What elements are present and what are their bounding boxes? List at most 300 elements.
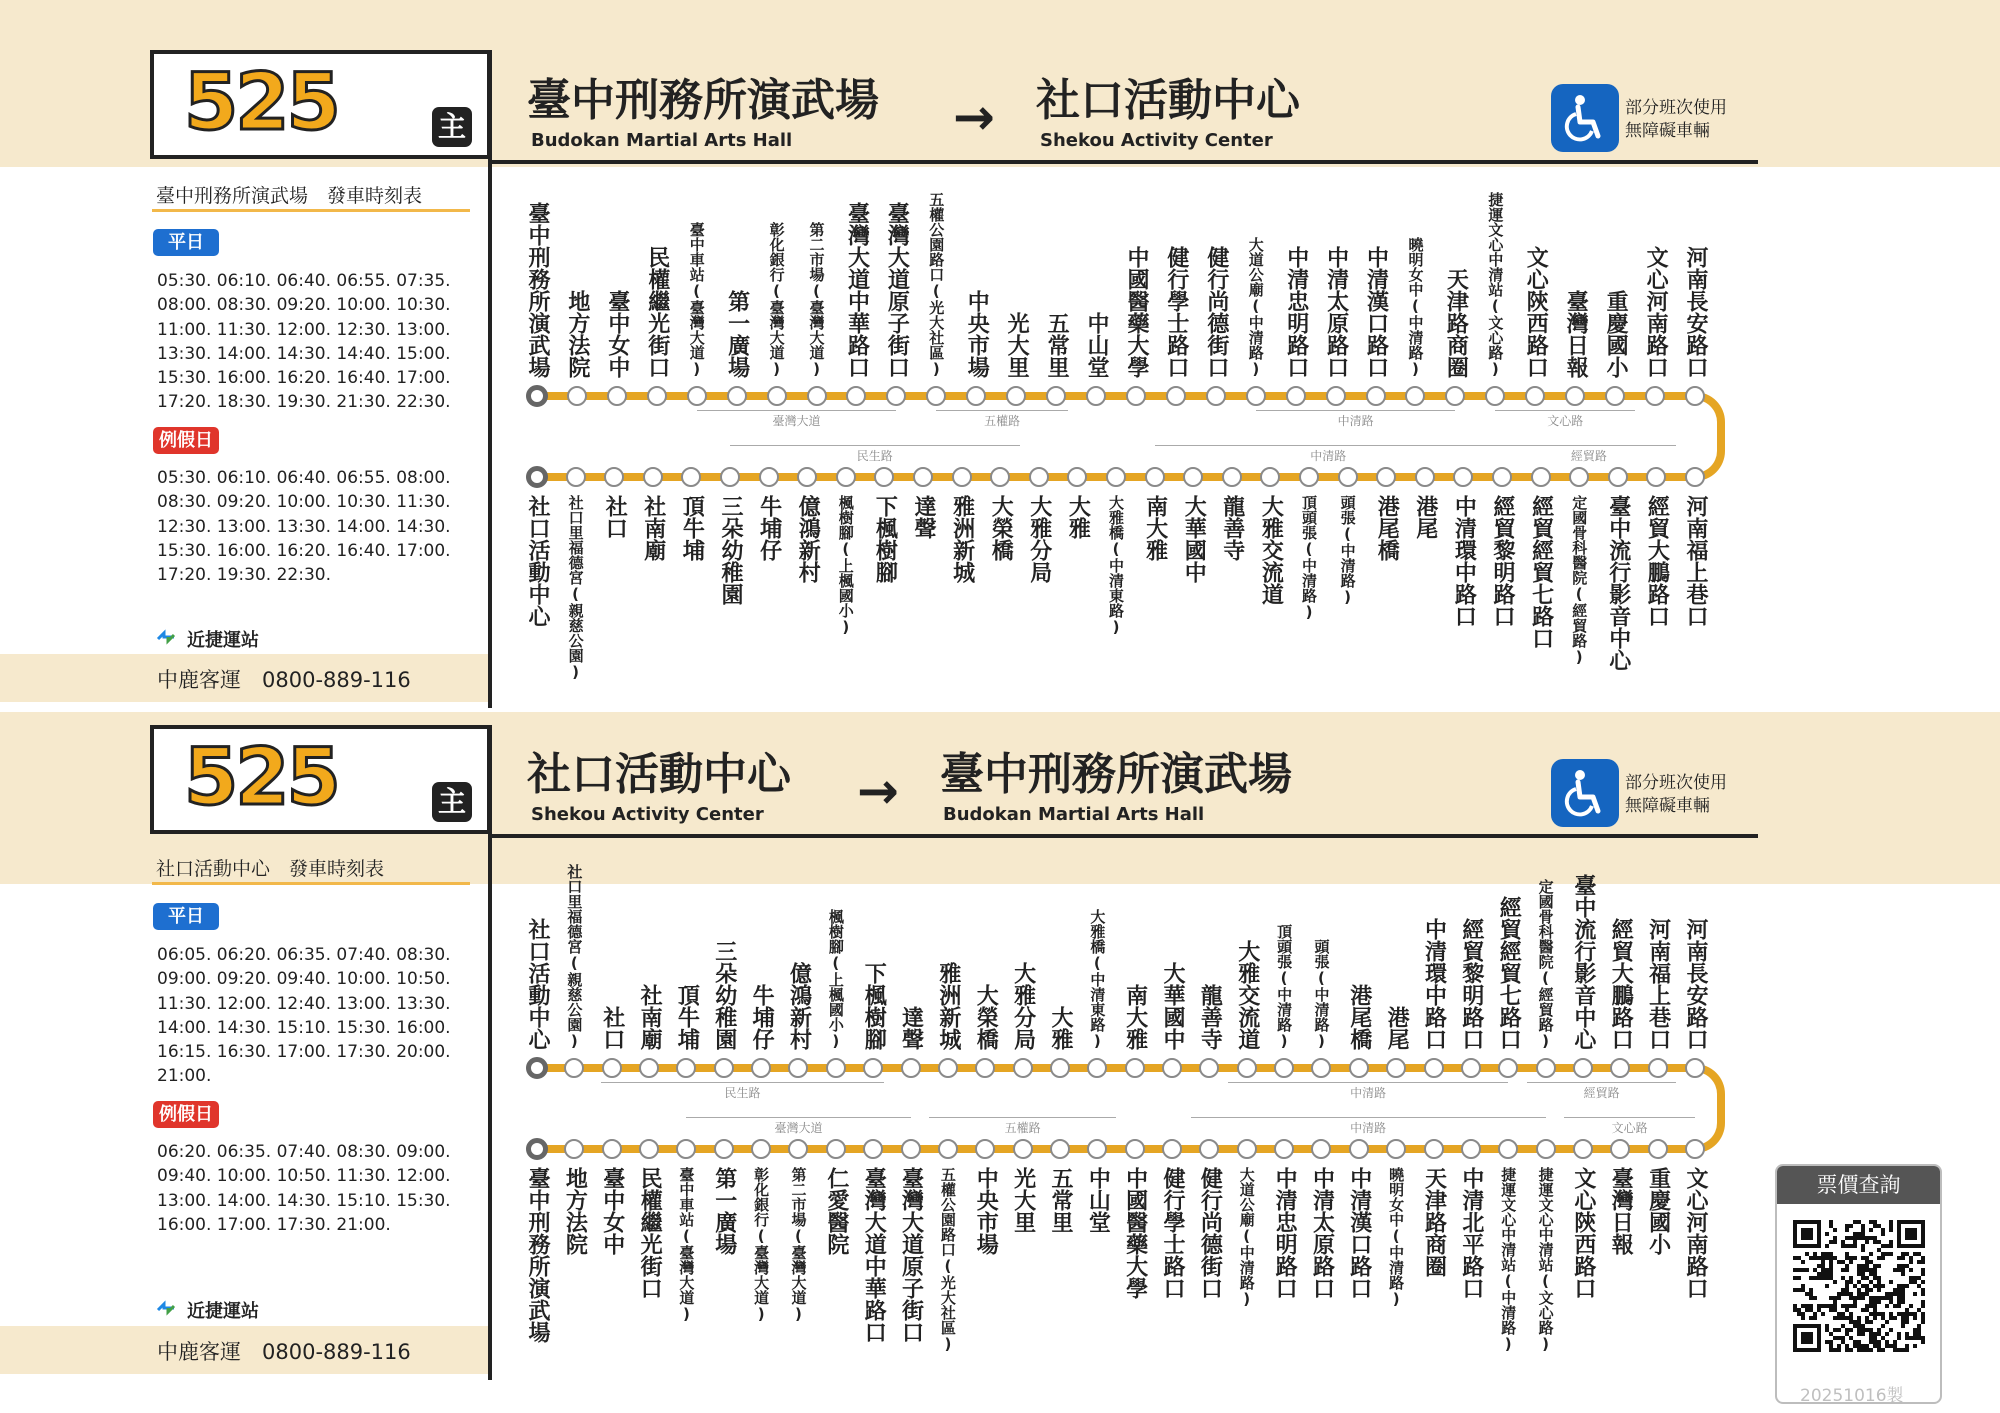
bottom-row-stop: 捷運文心中清站(文心路): [1536, 1167, 1555, 1353]
origin-title-en: Shekou Activity Center: [531, 804, 764, 825]
bottom-row-stop: 億鴻新村: [795, 495, 821, 583]
route-number-box: [150, 50, 491, 159]
road-span-line: [730, 445, 1020, 446]
accessibility-notice: [1551, 759, 1755, 829]
bottom-row-stop: 大雅橋(中清東路): [1107, 495, 1125, 636]
bottom-row-stop: 社口: [602, 495, 628, 539]
stop-marker: [1648, 1139, 1668, 1159]
bottom-row-stop: 文心河南路口: [1683, 1167, 1708, 1299]
stop-marker: [1087, 1139, 1107, 1159]
stop-marker: [720, 467, 740, 487]
stop-marker: [1531, 467, 1551, 487]
route-number-box: [150, 725, 491, 834]
top-row-stop: 社口里福德宮(親慈公園): [565, 864, 584, 1050]
bottom-row-stop: 臺中車站(臺灣大道): [677, 1167, 696, 1323]
stop-marker: [886, 386, 906, 406]
top-row-stop: 經貿經貿七路口: [1496, 896, 1522, 1050]
holiday-times: 06:20. 06:35. 07:40. 08:30. 09:00. 09:40. 10:00. 10:50. 11:30. 12:00. 13:00. 14:00. 14:30. 15:10. 15:30. 16:00. 17:00. 17:30. 21:00.: [157, 1142, 451, 1235]
bottom-row-stop: 經貿黎明路口: [1490, 495, 1515, 627]
stop-marker: [863, 1058, 883, 1078]
road-label: 臺灣大道: [774, 1121, 823, 1135]
stop-marker: [1525, 386, 1545, 406]
stop-marker: [1199, 1139, 1219, 1159]
stop-marker: [1610, 1139, 1630, 1159]
top-row-stop: 地方法院: [564, 290, 590, 378]
stop-marker: [1366, 386, 1386, 406]
destination-title-en: Shekou Activity Center: [1040, 130, 1273, 151]
top-row-stop: 臺中流行影音中心: [1570, 874, 1596, 1050]
stop-marker: [602, 1139, 622, 1159]
top-row-stop: 重慶國小: [1603, 290, 1629, 378]
road-label: 中清路: [1310, 449, 1347, 463]
operator-bar: [0, 654, 488, 702]
road-span-line: [686, 1117, 910, 1118]
stop-marker: [602, 1058, 622, 1078]
stop-marker: [788, 1058, 808, 1078]
bottom-row-stop: 下楓樹腳: [872, 495, 898, 583]
bottom-row-stop: 楓樹腳(上楓國小): [836, 495, 855, 636]
divider-vertical: [488, 50, 492, 708]
top-row-stop: 下楓樹腳: [861, 962, 887, 1050]
bottom-row-stop: 河南福上巷口: [1683, 495, 1708, 627]
destination-title: 社口活動中心: [1036, 75, 1300, 126]
stop-marker: [1286, 386, 1306, 406]
road-span-line: [929, 1117, 1116, 1118]
stop-marker: [526, 466, 548, 488]
stop-marker: [1536, 1058, 1556, 1078]
stop-marker: [874, 467, 894, 487]
top-row-stop: 大榮橋: [973, 984, 999, 1050]
bottom-row-stop: 社口里福德宮(親慈公園): [566, 495, 585, 681]
top-row-stop: 中央市場: [964, 290, 990, 378]
stop-marker: [526, 1057, 548, 1079]
top-row-stop: 大雅分局: [1010, 962, 1036, 1050]
bottom-row-stop: 臺灣日報: [1608, 1167, 1634, 1255]
stop-marker: [1311, 1058, 1331, 1078]
top-row-stop: 牛埔仔: [749, 984, 775, 1050]
weekday-times: 06:05. 06:20. 06:35. 07:40. 08:30. 09:00. 09:20. 09:40. 10:00. 10:50. 11:30. 12:00. 12:40. 13:00. 13:30. 14:00. 14:30. 15:10. 15:30. 16:00. 16:15. 16:30. 17:00. 17:30. 20:00. 21:00.: [157, 945, 451, 1087]
holiday-badge: 例假日: [153, 1101, 219, 1128]
route-number: 525: [184, 733, 338, 823]
stop-marker: [1485, 386, 1505, 406]
bottom-row-stop: 中清北平路口: [1458, 1167, 1484, 1299]
stop-marker: [1237, 1139, 1257, 1159]
top-row-stop: 第一廣場: [724, 290, 750, 378]
stop-marker: [938, 1058, 958, 1078]
bottom-row-stop: 定國骨科醫院(經貿路): [1570, 495, 1589, 666]
top-row-stop: 三朵幼稚園: [711, 940, 737, 1050]
stop-marker: [846, 386, 866, 406]
stop-marker: [564, 1139, 584, 1159]
bottom-row-stop: 健行學士路口: [1160, 1167, 1186, 1299]
stop-marker: [727, 386, 747, 406]
stop-marker: [1260, 467, 1280, 487]
stop-marker: [1087, 1058, 1107, 1078]
stop-marker: [1424, 1139, 1444, 1159]
stop-marker: [526, 385, 548, 407]
mrt-icon: [155, 626, 177, 648]
stop-marker: [1453, 467, 1473, 487]
accessibility-line-1: 部分班次使用: [1625, 773, 1727, 793]
stop-marker: [938, 1139, 958, 1159]
top-row-stop: 臺灣大道中華路口: [844, 202, 870, 378]
top-row-stop: 臺灣日報: [1563, 290, 1589, 378]
stop-marker: [836, 467, 856, 487]
stop-marker: [1646, 467, 1666, 487]
mrt-legend: 近捷運站: [187, 1301, 259, 1322]
stop-marker: [714, 1139, 734, 1159]
top-row-stop: 彰化銀行(臺灣大道): [767, 222, 786, 378]
stop-marker: [1274, 1139, 1294, 1159]
bottom-row-stop: 雅洲新城: [949, 495, 975, 583]
weekday-times: 05:30. 06:10. 06:40. 06:55. 07:35. 08:00. 08:30. 09:20. 10:00. 10:30. 11:00. 11:30. 12:00. 12:30. 13:00. 13:30. 14:00. 14:30. 14:40. 15:00. 15:30. 16:00. 16:20. 16:40. 17:00. 17:20. 18:30. 19:30. 21:30. 22:30.: [157, 271, 451, 413]
stop-marker: [567, 386, 587, 406]
road-label: 五權路: [1004, 1121, 1041, 1135]
bottom-row-stop: 大雅: [1065, 495, 1091, 539]
top-row-stop: 臺灣大道原子街口: [884, 202, 910, 378]
top-row-stop: 河南長安路口: [1683, 918, 1708, 1050]
stop-marker: [687, 386, 707, 406]
stop-marker: [1415, 467, 1435, 487]
top-row-stop: 第二市場(臺灣大道): [807, 222, 826, 378]
destination-title: 臺中刑務所演武場: [940, 749, 1292, 800]
top-row-stop: 南大雅: [1122, 984, 1148, 1050]
road-label: 文心路: [1547, 414, 1584, 428]
road-label: 中清路: [1350, 1086, 1387, 1100]
bottom-row-stop: 三朵幼稚園: [718, 495, 743, 605]
bottom-row-stop: 文心陝西路口: [1570, 1167, 1596, 1299]
stop-marker: [676, 1058, 696, 1078]
top-row-stop: 頂頭張(中清路): [1275, 924, 1294, 1050]
stop-marker: [676, 1139, 696, 1159]
bottom-row-stop: 五常里: [1047, 1167, 1073, 1233]
route-line-top: [537, 1064, 1695, 1072]
top-row-stop: 大雅: [1047, 1006, 1073, 1050]
stop-marker: [1125, 1058, 1145, 1078]
route-line-top: [537, 392, 1695, 400]
stop-marker: [1067, 467, 1087, 487]
direction-arrow: →: [857, 762, 899, 820]
stop-marker: [1050, 1058, 1070, 1078]
direction-arrow: →: [953, 88, 995, 146]
top-row-stop: 港尾: [1384, 1006, 1410, 1050]
stop-marker: [1162, 1058, 1182, 1078]
bottom-row-stop: 社南廟: [640, 495, 666, 561]
bottom-row-stop: 龍善寺: [1219, 495, 1245, 561]
operator-bar: [0, 1326, 488, 1374]
top-row-stop: 天津路商圈: [1443, 268, 1469, 378]
bottom-row-stop: 經貿大鵬路口: [1644, 495, 1670, 627]
stop-marker: [526, 1138, 548, 1160]
bottom-row-stop: 頂頭張(中清路): [1300, 495, 1318, 621]
stop-marker: [1126, 386, 1146, 406]
top-row-stop: 楓樹腳(上楓國小): [826, 909, 845, 1050]
bottom-row-stop: 中山堂: [1085, 1167, 1111, 1233]
bottom-row-stop: 健行尚德街口: [1197, 1167, 1223, 1299]
stop-marker: [913, 467, 933, 487]
holiday-badge: 例假日: [153, 427, 219, 454]
origin-title: 臺中刑務所演武場: [527, 75, 879, 126]
stop-marker: [1405, 386, 1425, 406]
bottom-row-stop: 頂牛埔: [679, 495, 705, 561]
stop-marker: [1605, 386, 1625, 406]
top-row-stop: 光大里: [1004, 312, 1030, 378]
accessibility-line-2: 無障礙車輛: [1625, 121, 1710, 141]
stop-marker: [1445, 386, 1465, 406]
top-row-stop: 大雅交流道: [1234, 940, 1260, 1050]
stop-marker: [1086, 386, 1106, 406]
origin-title: 社口活動中心: [527, 749, 791, 800]
stop-marker: [1376, 467, 1396, 487]
stop-marker: [1565, 386, 1585, 406]
destination-title-en: Budokan Martial Arts Hall: [943, 804, 1205, 825]
wheelchair-icon: [1551, 759, 1619, 827]
stop-marker: [926, 386, 946, 406]
divider-horizontal: [488, 160, 1758, 164]
stop-marker: [1349, 1058, 1369, 1078]
bottom-row-stop: 社口活動中心: [525, 495, 550, 627]
bottom-row-stop: 大榮橋: [988, 495, 1014, 561]
top-row-stop: 臺中刑務所演武場: [525, 202, 550, 378]
wheelchair-icon: [1551, 84, 1619, 152]
stop-marker: [797, 467, 817, 487]
schedule-title: 社口活動中心 發車時刻表: [156, 858, 385, 880]
top-row-stop: 文心河南路口: [1643, 246, 1669, 378]
top-row-stop: 文心陝西路口: [1523, 246, 1549, 378]
stop-marker: [639, 1139, 659, 1159]
road-span-line: [936, 410, 1068, 411]
road-label: 文心路: [1611, 1121, 1648, 1135]
operator-info: 中鹿客運 0800-889-116: [157, 1340, 411, 1364]
mrt-icon: [155, 1297, 177, 1319]
top-row-stop: 五權公園路口(光大社區): [927, 192, 946, 378]
top-row-stop: 定國骨科醫院(經貿路): [1536, 879, 1555, 1050]
stop-marker: [1206, 386, 1226, 406]
stop-marker: [1199, 1058, 1219, 1078]
stop-marker: [1685, 467, 1705, 487]
stop-marker: [564, 1058, 584, 1078]
stop-marker: [767, 386, 787, 406]
top-row-stop: 億鴻新村: [786, 962, 812, 1050]
road-label: 經貿路: [1583, 1086, 1620, 1100]
schedule-underline: [152, 882, 470, 885]
stop-marker: [759, 467, 779, 487]
stop-marker: [1573, 1139, 1593, 1159]
stop-marker: [1183, 467, 1203, 487]
road-label: 經貿路: [1570, 449, 1607, 463]
stop-marker: [1222, 467, 1242, 487]
road-span-line: [1228, 1082, 1508, 1083]
stop-marker: [1274, 1058, 1294, 1078]
top-row-stop: 中清漢口路口: [1363, 246, 1389, 378]
bottom-row-stop: 港尾橋: [1374, 495, 1400, 561]
road-span-line: [1502, 445, 1676, 446]
stop-marker: [807, 386, 827, 406]
road-label: 民生路: [724, 1086, 761, 1100]
road-span-line: [697, 410, 897, 411]
bottom-row-stop: 大道公廟(中清路): [1237, 1167, 1256, 1308]
stop-marker: [566, 467, 586, 487]
stop-marker: [647, 386, 667, 406]
top-row-stop: 大道公廟(中清路): [1246, 237, 1265, 378]
stop-marker: [1461, 1058, 1481, 1078]
top-row-stop: 臺中車站(臺灣大道): [687, 222, 706, 378]
bottom-row-stop: 中清忠明路口: [1272, 1167, 1298, 1299]
operator-info: 中鹿客運 0800-889-116: [157, 668, 411, 692]
road-label: 臺灣大道: [772, 414, 821, 428]
top-row-stop: 中國醫藥大學: [1123, 246, 1149, 378]
stop-marker: [639, 1058, 659, 1078]
top-row-stop: 社南廟: [637, 984, 663, 1050]
top-row-stop: 社口: [599, 1006, 625, 1050]
stop-marker: [1029, 467, 1049, 487]
accessibility-notice: [1551, 84, 1755, 154]
bottom-row-stop: 天津路商圈: [1421, 1167, 1447, 1277]
stop-marker: [1013, 1139, 1033, 1159]
stop-marker: [1573, 1058, 1593, 1078]
weekday-badge: 平日: [153, 229, 219, 256]
stop-marker: [1569, 467, 1589, 487]
stop-marker: [901, 1139, 921, 1159]
top-row-stop: 經貿大鵬路口: [1608, 918, 1634, 1050]
top-row-stop: 中清忠明路口: [1283, 246, 1309, 378]
bottom-row-stop: 臺灣大道原子街口: [898, 1167, 924, 1343]
top-row-stop: 經貿黎明路口: [1458, 918, 1484, 1050]
schedule-title: 臺中刑務所演武場 發車時刻表: [156, 185, 423, 207]
stop-marker: [1046, 386, 1066, 406]
top-row-stop: 中清太原路口: [1323, 246, 1349, 378]
top-row-stop: 雅洲新城: [935, 962, 961, 1050]
stop-marker: [1685, 386, 1705, 406]
accessibility-line-1: 部分班次使用: [1625, 98, 1727, 118]
stop-marker: [1246, 386, 1266, 406]
stop-marker: [1125, 1139, 1145, 1159]
stop-marker: [1608, 467, 1628, 487]
bottom-row-stop: 大雅分局: [1026, 495, 1052, 583]
stop-marker: [1349, 1139, 1369, 1159]
top-row-stop: 捷運文心中清站(文心路): [1486, 192, 1505, 378]
stop-marker: [1498, 1058, 1518, 1078]
bottom-row-stop: 彰化銀行(臺灣大道): [752, 1167, 771, 1323]
bottom-row-stop: 大華國中: [1181, 495, 1207, 583]
top-row-stop: 大雅橋(中清東路): [1088, 909, 1107, 1050]
bottom-row-stop: 曉明女中(中清路): [1387, 1167, 1406, 1308]
top-row-stop: 頂牛埔: [674, 984, 700, 1050]
bottom-row-stop: 民權繼光街口: [637, 1167, 663, 1299]
top-row-stop: 達聲: [898, 1006, 924, 1050]
top-row-stop: 曉明女中(中清路): [1406, 237, 1425, 378]
weekday-badge: 平日: [153, 903, 219, 930]
bottom-row-stop: 五權公園路口(光大社區): [938, 1167, 957, 1353]
route-tag: 主: [432, 782, 472, 822]
top-row-stop: 河南福上巷口: [1645, 918, 1671, 1050]
stop-marker: [1645, 386, 1665, 406]
stop-marker: [1536, 1139, 1556, 1159]
road-span-line: [1256, 410, 1456, 411]
top-row-stop: 臺中女中: [604, 290, 630, 378]
stop-marker: [1338, 467, 1358, 487]
schedule-underline: [152, 209, 470, 212]
mrt-legend: 近捷運站: [187, 630, 259, 651]
bottom-row-stop: 臺中女中: [599, 1167, 625, 1255]
fare-qr-box[interactable]: [1775, 1164, 1942, 1404]
stop-marker: [975, 1058, 995, 1078]
stop-marker: [751, 1058, 771, 1078]
stop-marker: [1106, 467, 1126, 487]
stop-marker: [1326, 386, 1346, 406]
stop-marker: [751, 1139, 771, 1159]
road-span-line: [1191, 1117, 1546, 1118]
stop-marker: [1006, 386, 1026, 406]
bottom-row-stop: 港尾: [1412, 495, 1438, 539]
accessibility-line-2: 無障礙車輛: [1625, 796, 1710, 816]
stop-marker: [1386, 1058, 1406, 1078]
stop-marker: [1166, 386, 1186, 406]
road-span-line: [1527, 1082, 1676, 1083]
stop-marker: [1386, 1139, 1406, 1159]
stop-marker: [1013, 1058, 1033, 1078]
bottom-row-stop: 中清漢口路口: [1346, 1167, 1372, 1299]
stop-marker: [966, 386, 986, 406]
bottom-row-stop: 仁愛醫院: [823, 1167, 849, 1255]
stop-marker: [1162, 1139, 1182, 1159]
top-row-stop: 健行尚德街口: [1203, 246, 1229, 378]
fare-query-label: 票價查詢: [1777, 1166, 1940, 1204]
route-number: 525: [184, 58, 338, 148]
top-row-stop: 龍善寺: [1197, 984, 1223, 1050]
road-span-line: [601, 1082, 885, 1083]
stop-marker: [681, 467, 701, 487]
stop-marker: [952, 467, 972, 487]
stop-marker: [1685, 1058, 1705, 1078]
stop-marker: [1610, 1058, 1630, 1078]
road-label: 五權路: [984, 414, 1021, 428]
top-row-stop: 大華國中: [1160, 962, 1186, 1050]
bottom-row-stop: 達聲: [911, 495, 936, 539]
bottom-row-stop: 捷運文心中清站(中清路): [1499, 1167, 1518, 1353]
top-row-stop: 社口活動中心: [525, 918, 550, 1050]
divider-horizontal: [488, 834, 1758, 838]
stop-marker: [1050, 1139, 1070, 1159]
bottom-row-stop: 重慶國小: [1645, 1167, 1671, 1255]
top-row-stop: 中清環中路口: [1421, 918, 1447, 1050]
bottom-row-stop: 中清環中路口: [1451, 495, 1477, 627]
stop-marker: [788, 1139, 808, 1159]
road-span-line: [1155, 445, 1502, 446]
stop-marker: [1299, 467, 1319, 487]
stop-marker: [1461, 1139, 1481, 1159]
top-row-stop: 港尾橋: [1346, 984, 1372, 1050]
qr-code[interactable]: [1793, 1220, 1925, 1352]
holiday-times: 05:30. 06:10. 06:40. 06:55. 08:00. 08:30. 09:20. 10:00. 10:30. 11:30. 12:30. 13:00. 13:30. 14:00. 14:30. 15:30. 16:00. 16:20. 16:40. 17:00. 17:20. 19:30. 22:30.: [157, 468, 451, 586]
road-label: 中清路: [1350, 1121, 1387, 1135]
stop-marker: [714, 1058, 734, 1078]
stop-marker: [990, 467, 1010, 487]
stop-marker: [1424, 1058, 1444, 1078]
stop-marker: [1648, 1058, 1668, 1078]
road-label: 民生路: [856, 449, 893, 463]
bottom-row-stop: 第二市場(臺灣大道): [789, 1167, 808, 1323]
stop-marker: [1237, 1058, 1257, 1078]
stop-marker: [604, 467, 624, 487]
bottom-row-stop: 臺中流行影音中心: [1605, 495, 1631, 671]
top-row-stop: 健行學士路口: [1163, 246, 1189, 378]
bottom-row-stop: 經貿經貿七路口: [1528, 495, 1554, 649]
bottom-row-stop: 第一廣場: [711, 1167, 737, 1255]
bottom-row-stop: 中清太原路口: [1309, 1167, 1335, 1299]
bottom-row-stop: 頭張(中清路): [1338, 495, 1357, 606]
bottom-row-stop: 臺中刑務所演武場: [525, 1167, 550, 1343]
